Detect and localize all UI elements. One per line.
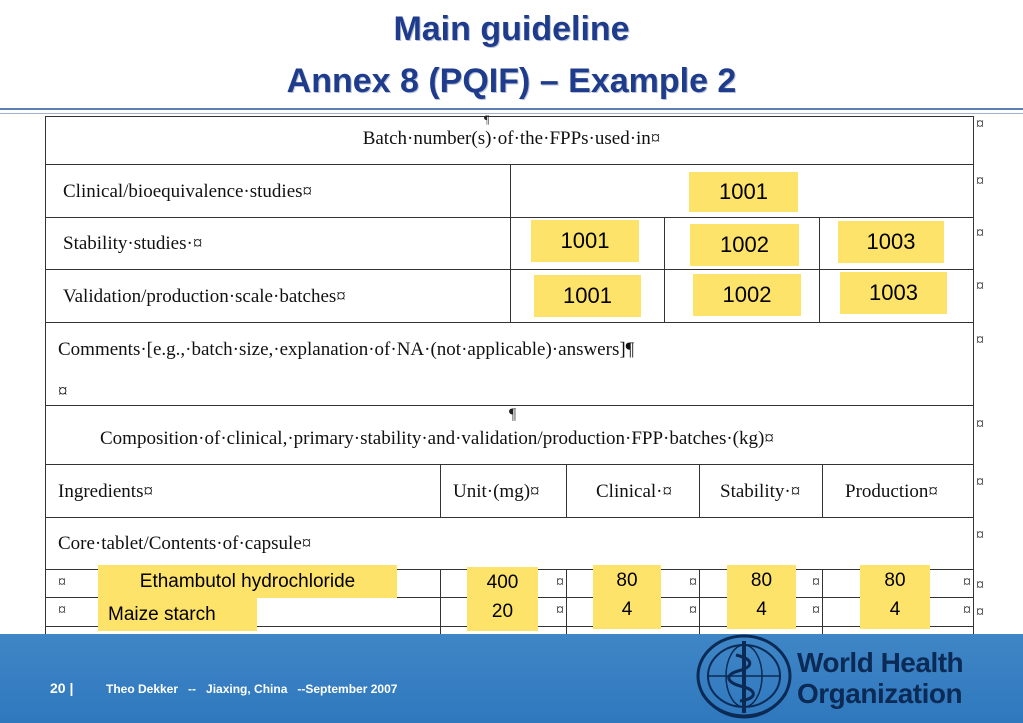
- comments-cell-mark: ¤: [58, 381, 68, 402]
- table-col-divider: [822, 464, 823, 517]
- cell-mark: ¤: [689, 574, 697, 591]
- table-col-divider: [664, 217, 665, 322]
- col-header-ingredients: Ingredients¤: [58, 481, 153, 502]
- row-label-validation: Validation/production·scale·batches¤: [63, 286, 346, 307]
- sticky-production-values: [860, 565, 930, 629]
- sticky-unit-values: [467, 567, 538, 631]
- table-col-divider: [440, 569, 441, 634]
- cell-mark: ¤: [976, 604, 984, 621]
- col-header-unit: Unit·(mg)¤: [453, 481, 540, 502]
- composition-header: Composition·of·clinical,·primary·stability·and·validation/production·FPP·batches·(kg)¤: [100, 428, 774, 449]
- stability-value-1: 80: [750, 570, 773, 591]
- row-label-stability: Stability·studies·¤: [63, 233, 203, 254]
- table-rule: [45, 517, 974, 518]
- who-name-line1: World Health: [797, 647, 964, 678]
- unit-value-2: 20: [491, 601, 514, 622]
- production-value-1: 80: [884, 570, 906, 591]
- sticky-validation-batch-1: 1001: [534, 275, 641, 317]
- cell-mark: ¤: [556, 574, 564, 591]
- page-number-value: 20: [50, 680, 66, 696]
- cell-mark: ¤: [976, 225, 984, 242]
- sticky-clinical-values: [593, 565, 661, 629]
- batch-header: Batch·number(s)·of·the·FPPs·used·in¤: [362, 128, 661, 149]
- cell-mark: ¤: [976, 577, 984, 594]
- core-tablet-label: Core·tablet/Contents·of·capsule¤: [58, 533, 312, 554]
- page-separator: |: [69, 680, 74, 696]
- page-number: [50, 680, 73, 696]
- table-col-divider: [566, 464, 567, 517]
- slide-title: Main guideline: [393, 10, 630, 48]
- sticky-stability-values: [727, 565, 796, 629]
- cell-mark: ¤: [976, 332, 984, 349]
- cell-mark: ¤: [812, 602, 820, 619]
- sticky-validation-batch-3: 1003: [840, 272, 947, 314]
- production-value-2: 4: [889, 599, 901, 620]
- table-border-left: [45, 116, 46, 634]
- slide-subtitle: Annex 8 (PQIF) – Example 2: [286, 62, 737, 100]
- clinical-value-2: 4: [621, 599, 633, 620]
- who-name-line2: Organization: [797, 678, 963, 709]
- title-divider: [0, 108, 1023, 110]
- table-col-divider: [440, 464, 441, 517]
- table-col-divider: [822, 569, 823, 634]
- cell-mark: ¤: [963, 602, 971, 619]
- sticky-stability-batch-3: 1003: [838, 221, 944, 263]
- sticky-stability-batch-1: 1001: [531, 220, 639, 262]
- sticky-clinical-batch: 1001: [689, 172, 798, 212]
- sticky-validation-batch-2: 1002: [693, 274, 801, 316]
- cell-mark: ¤: [976, 416, 984, 433]
- para-mark: ¶: [509, 406, 517, 423]
- clinical-value-1: 80: [616, 570, 638, 591]
- cell-mark: ¤: [976, 173, 984, 190]
- table-rule: [45, 322, 974, 323]
- title-divider-thin: [0, 113, 1023, 114]
- table-col-divider: [699, 464, 700, 517]
- table-rule: [45, 116, 974, 117]
- comments-label: Comments·[e.g.,·batch·size,·explanation·of·NA·(not·applicable)·answers]¶: [58, 339, 635, 360]
- sticky-ingredient-ethambutol: Ethambutol hydrochloride: [98, 565, 397, 598]
- table-rule: [45, 464, 974, 465]
- table-col-divider: [566, 569, 567, 634]
- cell-mark: ¤: [976, 527, 984, 544]
- unit-value-1: 400: [486, 572, 519, 593]
- cell-mark: ¤: [689, 602, 697, 619]
- cell-mark: ¤: [976, 474, 984, 491]
- col-header-production: Production¤: [845, 481, 938, 502]
- cell-mark: ¤: [556, 602, 564, 619]
- col-header-clinical: Clinical·¤: [596, 481, 672, 502]
- row-label-clinical: Clinical/bioequivalence·studies¤: [63, 181, 313, 202]
- table-col-divider: [699, 569, 700, 634]
- cell-mark: ¤: [976, 116, 984, 133]
- table-col-divider: [510, 164, 511, 322]
- sticky-ingredient-maize-starch: Maize starch: [98, 598, 257, 631]
- who-emblem-icon: [694, 633, 794, 719]
- cell-mark: ¤: [963, 574, 971, 591]
- col-header-stability: Stability·¤: [720, 481, 801, 502]
- stability-value-2: 4: [756, 599, 767, 620]
- para-mark: ¶: [484, 112, 490, 126]
- table-border-right: [973, 116, 974, 634]
- cell-mark: ¤: [976, 278, 984, 295]
- cell-mark: ¤: [812, 574, 820, 591]
- cell-mark: ¤: [58, 602, 66, 619]
- cell-mark: ¤: [58, 574, 66, 591]
- table-col-divider: [819, 217, 820, 322]
- sticky-stability-batch-2: 1002: [690, 224, 799, 266]
- footer-credit: Theo Dekker -- Jiaxing, China --September 2007: [106, 682, 398, 696]
